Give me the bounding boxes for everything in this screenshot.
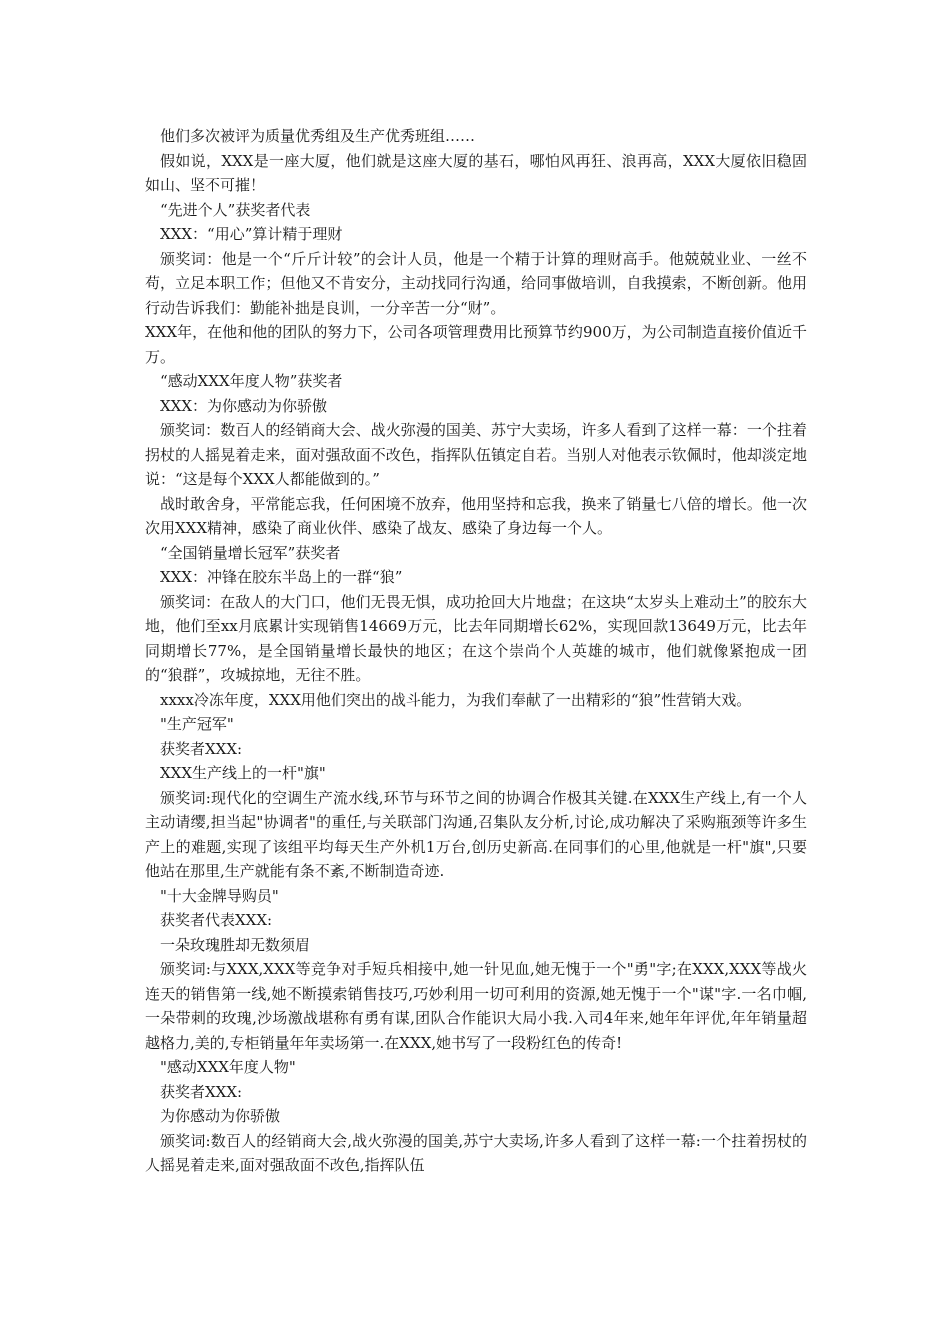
award-title: 为你感动为你骄傲: [160, 1107, 281, 1125]
section-heading: “全国销量增长冠军”获奖者: [160, 543, 341, 562]
paragraph: 颁奖词:现代化的空调生产流水线,环节与环节之间的协调合作极其关键.在XXX生产线上,有一个人主动请缨,担当起"协调者"的重任,与关联部门沟通,召集队友分析,讨论,成功解决了采购瓶颈等许多生产上的难题,实现了该组平均每天生产外机1万台,创历史新高.在同事们的心里,他就是一杆"旗",只要他站在那里,生产就能有条不紊,不断制造奇迹.: [145, 788, 807, 880]
award-winner: 获奖者XXX:: [160, 1082, 243, 1101]
document-body: [145, 124, 807, 1178]
paragraph: XXX年，在他和他的团队的努力下，公司各项管理费用比预算节约900万，为公司制造直接价值近千万。: [145, 323, 807, 366]
award-title: XXX：“用心”算计精于理财: [160, 225, 343, 243]
award-winner: 获奖者代表XXX:: [160, 911, 273, 929]
award-title: XXX：为你感动为你骄傲: [160, 396, 328, 415]
paragraph: 颁奖词:数百人的经销商大会,战火弥漫的国美,苏宁大卖场,许多人看到了这样一幕:一个拄着拐杖的人摇晃着走来,面对强敌面不改色,指挥队伍: [145, 1131, 807, 1174]
paragraph: xxxx冷冻年度，XXX用他们突出的战斗能力，为我们奉献了一出精彩的“狼”性营销大戏。: [160, 690, 752, 709]
paragraph: 颁奖词:与XXX,XXX等竞争对手短兵相接中,她一针见血,她无愧于一个"勇"字;在XXX,XXX等战火连天的销售第一线,她不断摸索销售技巧,巧妙利用一切可利用的资源,她无愧于一个"谋"字.一名巾帼,一朵带刺的玫瑰,沙场激战堪称有勇有谋,团队合作能识大局小我.入司4年来,她年年评优,年年销量超越格力,美的,专柜销量年年卖场第一.在XXX,她书写了一段粉红色的传奇!: [145, 960, 807, 1052]
award-title: XXX：冲锋在胶东半岛上的一群“狼”: [160, 568, 403, 586]
section-heading: “先进个人”获奖者代表: [160, 200, 311, 219]
section-heading: "感动XXX年度人物": [160, 1058, 296, 1076]
section-heading: "十大金牌导购员": [160, 886, 279, 905]
paragraph: 战时敢舍身，平常能忘我，任何困境不放弃，他用坚持和忘我，换来了销量七八倍的增长。他一次次用XXX精神，感染了商业伙伴、感染了战友、感染了身边每一个人。: [145, 494, 807, 537]
section-heading: "生产冠军": [160, 715, 234, 733]
award-winner: 获奖者XXX:: [160, 739, 243, 758]
paragraph: 假如说，XXX是一座大厦，他们就是这座大厦的基石，哪怕风再狂、浪再高，XXX大厦依旧稳固如山、坚不可摧！: [145, 151, 807, 194]
paragraph: 颁奖词：他是一个“斤斤计较”的会计人员，他是一个精于计算的理财高手。他兢兢业业、一丝不苟，立足本职工作；但他又不肯安分，主动找同行沟通，给同事做培训，自我摸索，不断创新。他用行动告诉我们：勤能补拙是良训，一分辛苦一分“财”。: [145, 249, 807, 317]
section-heading: “感动XXX年度人物”获奖者: [160, 372, 343, 390]
paragraph: 颁奖词：在敌人的大门口，他们无畏无惧，成功抢回大片地盘；在这块“太岁头上难动土”的胶东大地，他们至xx月底累计实现销售14669万元，比去年同期增长62%，实现回款13649万元，比去年同期增长77%，是全国销量增长最快的地区；在这个崇尚个人英雄的城市，他们就像紧抱成一团的“狼群”，攻城掠地，无往不胜。: [145, 592, 807, 684]
award-title: XXX生产线上的一杆"旗": [160, 764, 326, 782]
award-title: 一朵玫瑰胜却无数须眉: [160, 935, 311, 954]
paragraph: 颁奖词：数百人的经销商大会、战火弥漫的国美、苏宁大卖场，许多人看到了这样一幕：一个拄着拐杖的人摇晃着走来，面对强敌面不改色，指挥队伍镇定自若。当别人对他表示钦佩时，他却淡定地说：“这是每个XXX人都能做到的。”: [145, 421, 807, 488]
paragraph: 他们多次被评为质量优秀组及生产优秀班组……: [160, 127, 476, 145]
